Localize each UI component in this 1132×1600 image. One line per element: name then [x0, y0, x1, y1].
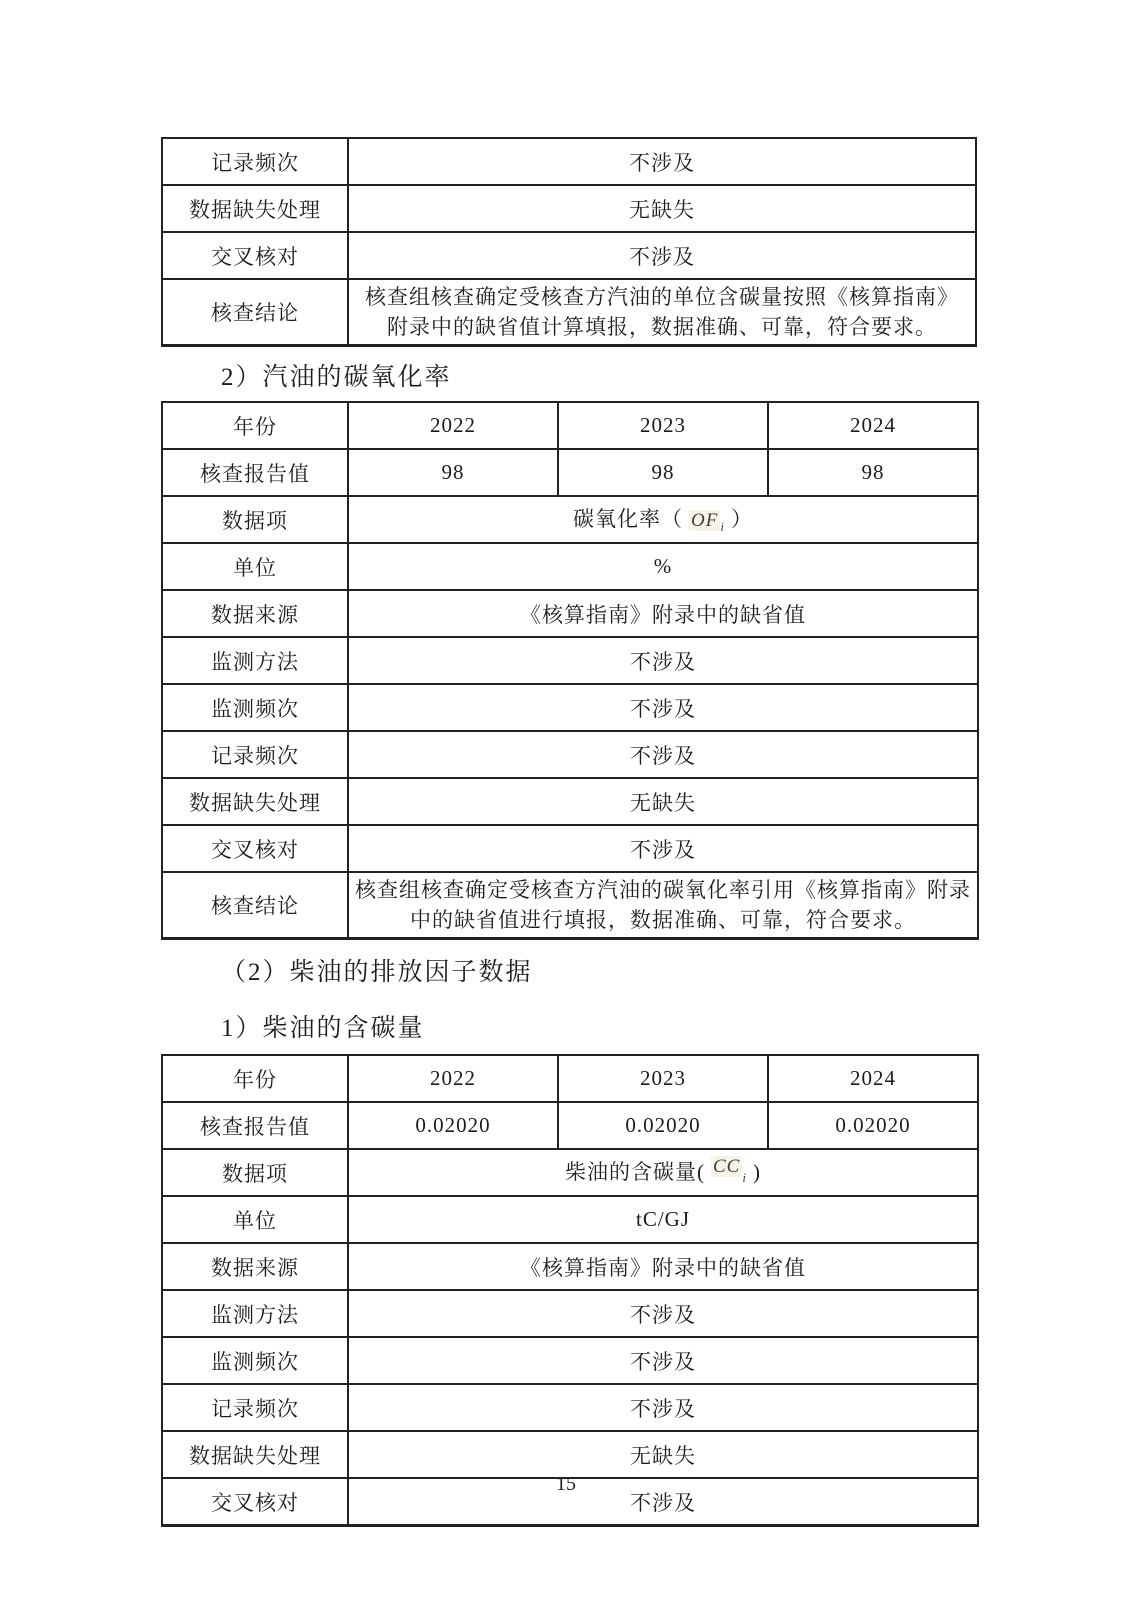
table-row-missing-data: [162, 1431, 978, 1478]
missing-data-cell: 无缺失: [348, 778, 978, 825]
year-cell: 2023: [558, 1055, 768, 1102]
table-gasoline-carbon-content-continued: [161, 137, 977, 347]
report-value-cell: 98: [558, 449, 768, 496]
row-label: 数据缺失处理: [162, 778, 348, 825]
formula-cc-i: [711, 1156, 747, 1185]
conclusion-cell: 核查组核查确定受核查方汽油的碳氧化率引用《核算指南》附录中的缺省值进行填报，数据准确、可靠，符合要求。: [348, 872, 978, 939]
row-label: 记录频次: [162, 138, 348, 185]
table-row-monitor-method: [162, 1290, 978, 1337]
table-row-unit: [162, 543, 978, 590]
row-label: 数据项: [162, 1149, 348, 1196]
table-row-crosscheck: [162, 825, 978, 872]
row-label: 交叉核对: [162, 1478, 348, 1526]
table-row-data-item: [162, 496, 978, 543]
data-item-prefix: 柴油的含碳量(: [565, 1160, 705, 1185]
table-row: [162, 232, 976, 279]
monitor-frequency-cell: 不涉及: [348, 684, 978, 731]
report-value-cell: 98: [348, 449, 558, 496]
table-row-missing-data: [162, 778, 978, 825]
row-label: 记录频次: [162, 731, 348, 778]
formula-subscript: i: [742, 1169, 747, 1185]
source-cell: 《核算指南》附录中的缺省值: [348, 1243, 978, 1290]
crosscheck-cell: 不涉及: [348, 1478, 978, 1526]
report-value-cell: 0.02020: [348, 1102, 558, 1149]
unit-cell: %: [348, 543, 978, 590]
row-value: 核查组核查确定受核查方汽油的单位含碳量按照《核算指南》附录中的缺省值计算填报，数据准确、可靠，符合要求。: [348, 279, 976, 346]
year-cell: 2024: [768, 402, 978, 449]
crosscheck-cell: 不涉及: [348, 825, 978, 872]
row-label: 单位: [162, 1196, 348, 1243]
record-frequency-cell: 不涉及: [348, 1384, 978, 1431]
formula-of-i: [689, 507, 725, 535]
monitor-method-cell: 不涉及: [348, 1290, 978, 1337]
table-row-monitor-method: [162, 637, 978, 684]
table-row-years: [162, 402, 978, 449]
table-row-record-frequency: [162, 731, 978, 778]
missing-data-cell: 无缺失: [348, 1431, 978, 1478]
row-value: 无缺失: [348, 185, 976, 232]
table-row-record-frequency: [162, 1384, 978, 1431]
row-label: 年份: [162, 1055, 348, 1102]
table-row: [162, 279, 976, 346]
row-label: 数据缺失处理: [162, 185, 348, 232]
year-cell: 2022: [348, 402, 558, 449]
formula-base: CC: [713, 1156, 741, 1178]
row-label: 监测方法: [162, 637, 348, 684]
table-gasoline-oxidation-rate: [161, 401, 979, 940]
row-label: 数据项: [162, 496, 348, 543]
report-value-cell: 0.02020: [558, 1102, 768, 1149]
row-label: 交叉核对: [162, 825, 348, 872]
heading-diesel-carbon-content: 1）柴油的含碳量: [221, 1015, 425, 1042]
table-row-report-values: [162, 449, 978, 496]
table-row: [162, 138, 976, 185]
table-row-conclusion: [162, 872, 978, 939]
row-label: 核查报告值: [162, 1102, 348, 1149]
heading-diesel-emission-factor: （2）柴油的排放因子数据: [221, 959, 533, 986]
formula-subscript: i: [720, 519, 725, 535]
table-row-report-values: [162, 1102, 978, 1149]
row-label: 核查结论: [162, 279, 348, 346]
data-item-cell: [348, 1149, 978, 1196]
row-label: 核查结论: [162, 872, 348, 939]
table-row-years: [162, 1055, 978, 1102]
row-label: 记录频次: [162, 1384, 348, 1431]
row-label: 交叉核对: [162, 232, 348, 279]
formula-base: OF: [691, 510, 719, 532]
table-row: [162, 185, 976, 232]
row-label: 监测方法: [162, 1290, 348, 1337]
report-value-cell: 0.02020: [768, 1102, 978, 1149]
table-row-source: [162, 1243, 978, 1290]
row-label: 数据来源: [162, 590, 348, 637]
row-label: 核查报告值: [162, 449, 348, 496]
table-row-monitor-frequency: [162, 684, 978, 731]
row-label: 监测频次: [162, 1337, 348, 1384]
row-label: 数据缺失处理: [162, 1431, 348, 1478]
record-frequency-cell: 不涉及: [348, 731, 978, 778]
row-label: 年份: [162, 402, 348, 449]
year-cell: 2024: [768, 1055, 978, 1102]
table-row-unit: [162, 1196, 978, 1243]
table-row-data-item: [162, 1149, 978, 1196]
row-label: 监测频次: [162, 684, 348, 731]
row-label: 单位: [162, 543, 348, 590]
source-cell: 《核算指南》附录中的缺省值: [348, 590, 978, 637]
page-number: 15: [556, 1473, 576, 1495]
row-value: 不涉及: [348, 138, 976, 185]
page-content: [161, 0, 977, 1527]
report-value-cell: 98: [768, 449, 978, 496]
data-item-suffix: ）: [730, 507, 753, 532]
monitor-method-cell: 不涉及: [348, 637, 978, 684]
table-row-monitor-frequency: [162, 1337, 978, 1384]
data-item-suffix: ): [752, 1160, 761, 1185]
year-cell: 2022: [348, 1055, 558, 1102]
row-value: 不涉及: [348, 232, 976, 279]
year-cell: 2023: [558, 402, 768, 449]
row-label: 数据来源: [162, 1243, 348, 1290]
table-row-source: [162, 590, 978, 637]
table-diesel-carbon-content: [161, 1054, 979, 1527]
unit-cell: tC/GJ: [348, 1196, 978, 1243]
data-item-cell: [348, 496, 978, 543]
monitor-frequency-cell: 不涉及: [348, 1337, 978, 1384]
data-item-prefix: 碳氧化率（: [573, 507, 684, 532]
heading-gasoline-oxidation-rate: 2）汽油的碳氧化率: [221, 364, 452, 391]
